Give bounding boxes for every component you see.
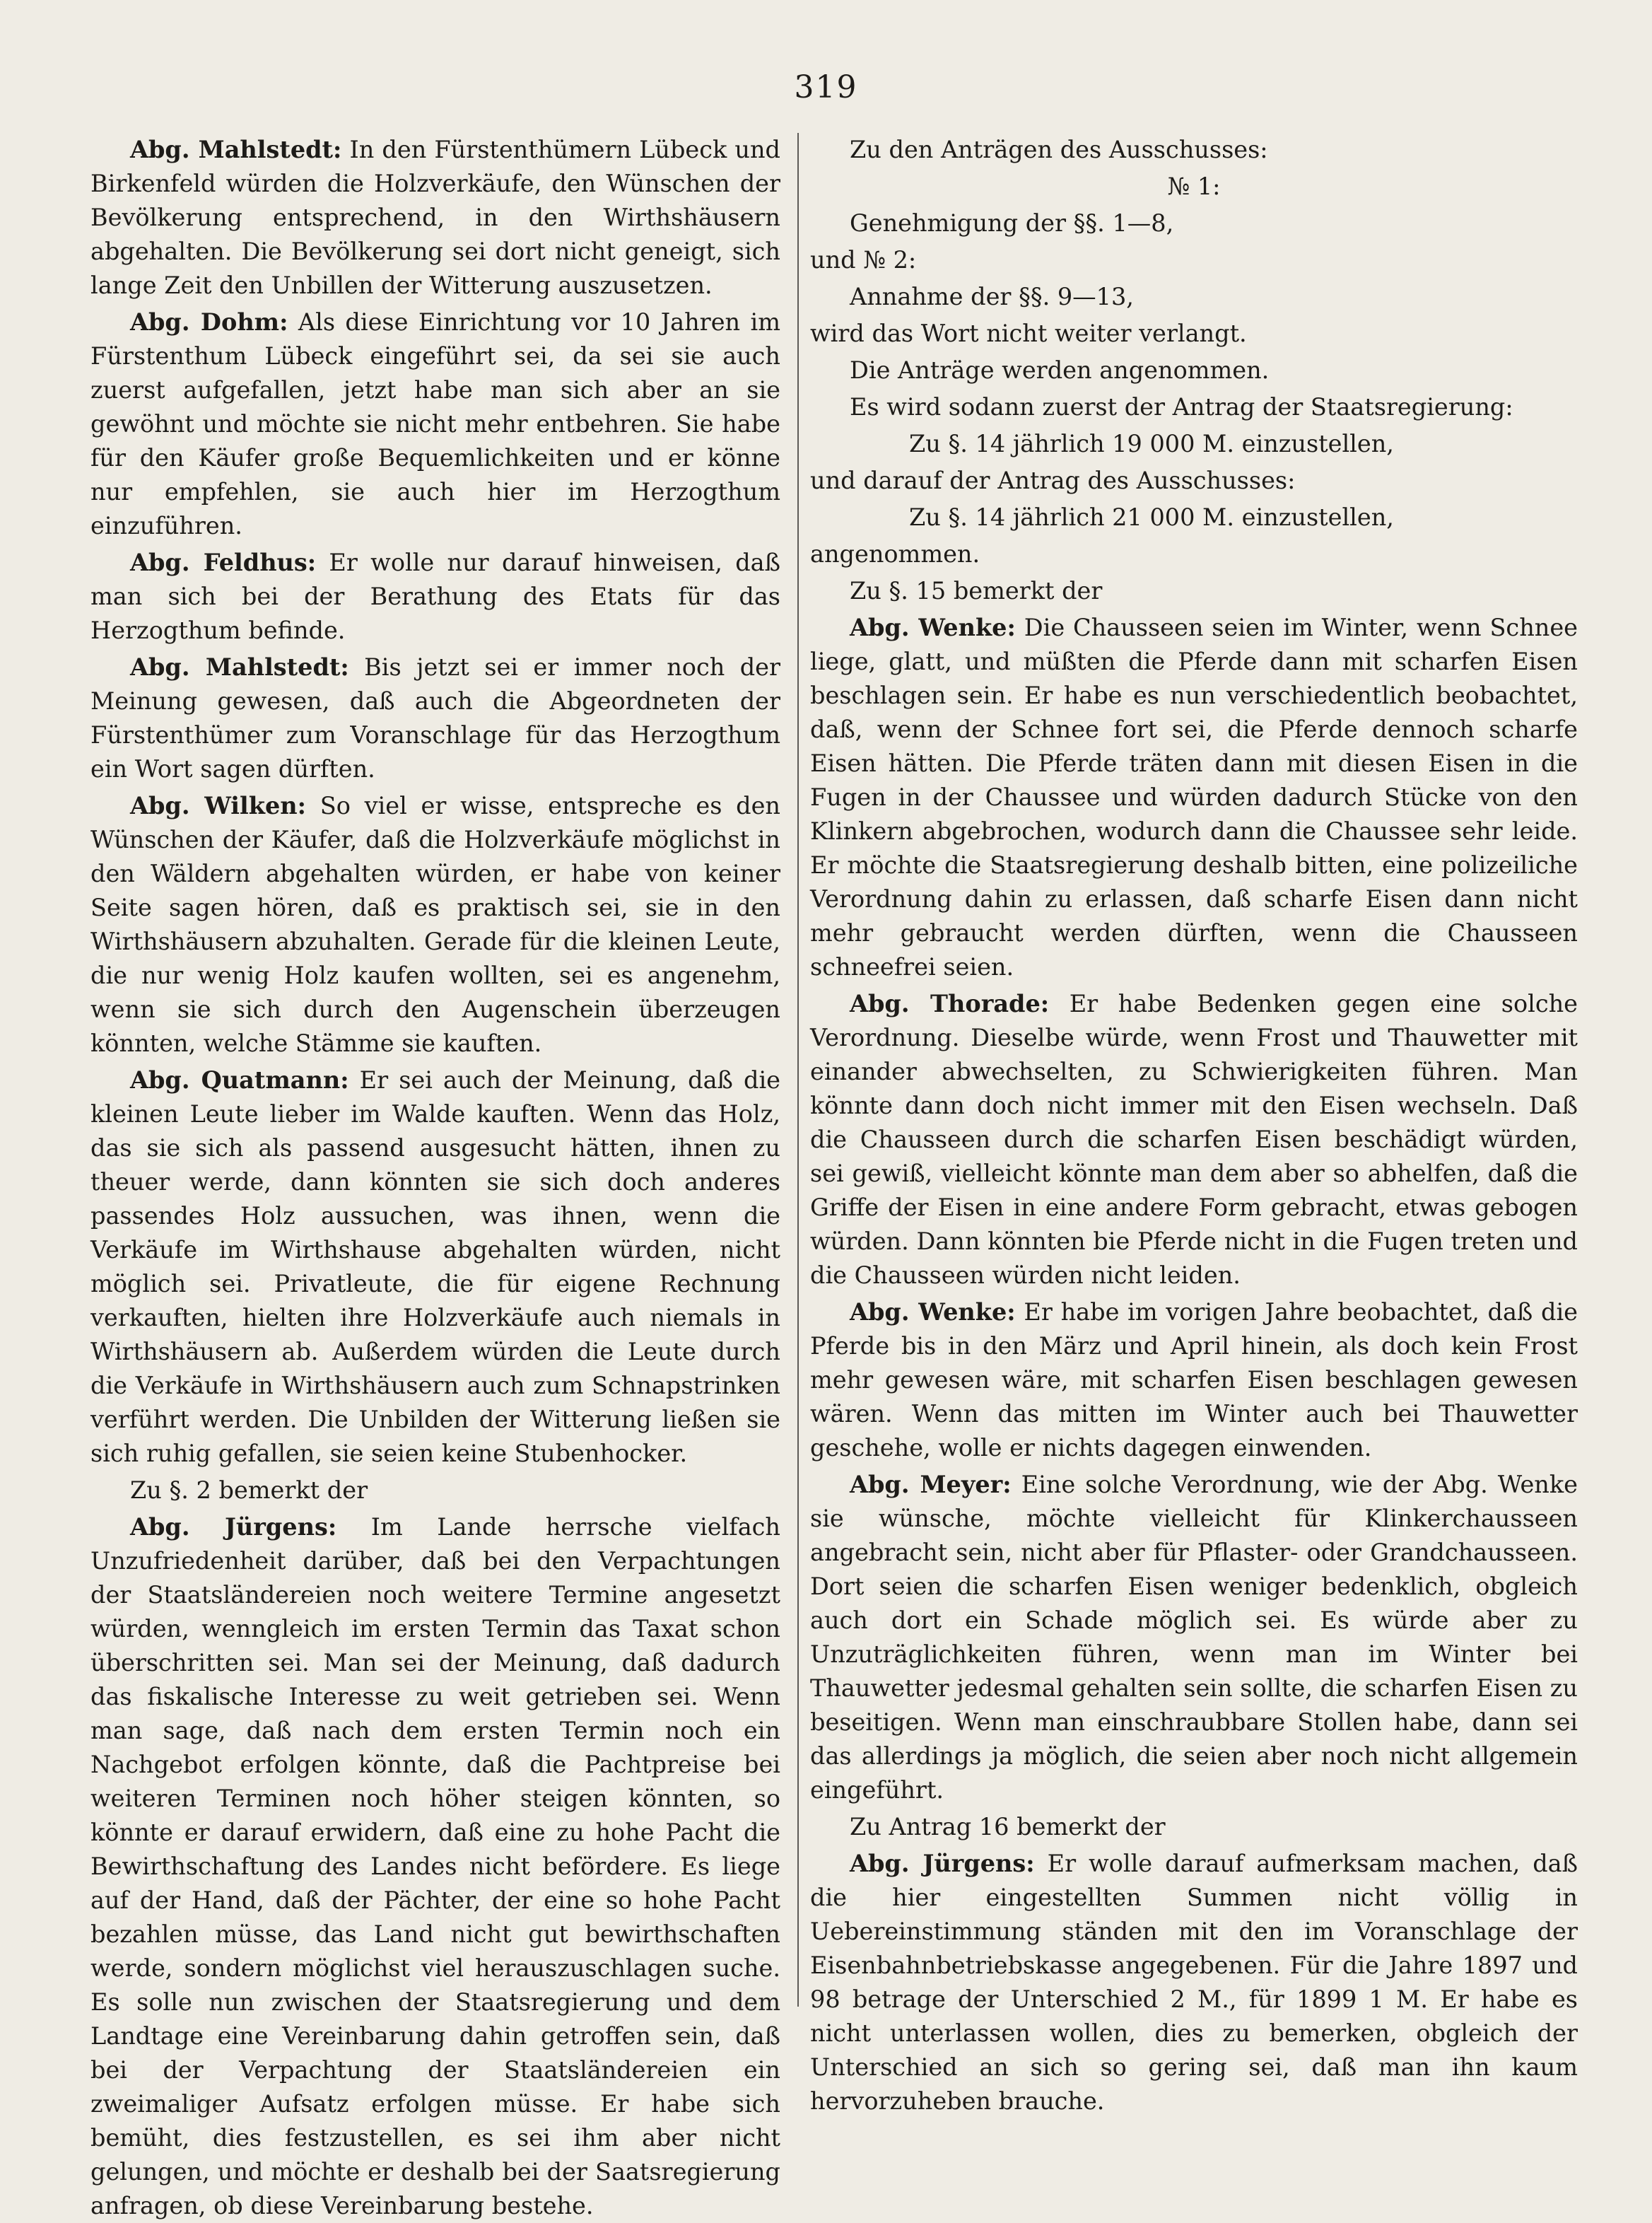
speech-text: Zu Antrag 16 bemerkt der bbox=[850, 1813, 1166, 1840]
item-2-label: und № 2: bbox=[810, 246, 917, 274]
speaker-name: Abg. Feldhus: bbox=[130, 549, 317, 576]
paragraph-juergens-1 bbox=[90, 1510, 780, 2223]
speech-text: So viel er wisse, entspreche es den Wünschen der Käufer, daß die Holzverkäufe möglichst in den Wäldern abgehalten würden, er habe von keiner Seite sagen hören, daß es praktisch sei, sie in den Wirthshäusern abzuhalten. Gerade für die kleinen Leute, die nur wenig Holz kaufen wollten, sei es angenehm, wenn sie sich durch den Augenschein überzeugen könnten, welche Stämme sie kauften. bbox=[90, 792, 780, 1057]
government-motion-line: Es wird sodann zuerst der Antrag der Staatsregierung: bbox=[850, 393, 1513, 421]
speech-text: Bis jetzt sei er immer noch der Meinung gewesen, daß auch die Abgeordneten der Fürstenthümer zum Voranschlage für das Herzogthum ein Wort sagen dürften. bbox=[90, 653, 780, 783]
paragraph-wilken bbox=[90, 789, 780, 1061]
speaker-name: Abg. Wenke: bbox=[850, 1298, 1016, 1326]
speaker-name: Abg. Quatmann: bbox=[130, 1066, 349, 1094]
speech-text: Er habe Bedenken gegen eine solche Verordnung. Dieselbe würde, wenn Frost und Thauwetter mit einander abwechselten, zu Schwierigkeiten führen. Man könnte dann doch nicht immer mit den Eisen wechseln. Daß die Chausseen durch die scharfen Eisen beschädigt würden, sei gewiß, vielleicht könnte man dem aber so abhelfen, daß die Griffe der Eisen in eine andere Form gebracht, etwas gebogen würden. Dann könnten bie Pferde nicht in die Fugen treten und die Chausseen würden nicht leiden. bbox=[810, 990, 1578, 1289]
speaker-name: Abg. Jürgens: bbox=[850, 1850, 1035, 1877]
committee-motion-line: und darauf der Antrag des Ausschusses: bbox=[810, 467, 1296, 494]
column-divider bbox=[797, 133, 799, 2007]
speech-text: In den Fürstenthümern Lübeck und Birkenfeld würden die Holzverkäufe, den Wünschen der Bevölkerung entsprechend, in den Wirthshäusern abgehalten. Die Bevölkerung sei dort nicht geneigt, sich lange Zeit den Unbillen der Witterung auszusetzen. bbox=[90, 136, 780, 299]
speech-text: Die Chausseen seien im Winter, wenn Schnee liege, glatt, und müßten die Pferde dann mit scharfen Eisen beschlagen sein. Er habe es nun verschiedentlich beobachtet, daß, wenn der Schnee fort sei, die Pferde dennoch scharfe Eisen hätten. Die Pferde träten dann mit diesen Eisen in die Fugen in der Chaussee und würden dadurch Stücke von den Klinkern abgebrochen, wodurch dann die Chaussee sehr leide. Er möchte die Staatsregierung deshalb bitten, eine polizeiliche Verordnung dahin zu erlassen, daß scharfe Eisen dann nicht mehr gebraucht werden dürften, wenn die Chausseen schneefrei seien. bbox=[810, 614, 1578, 981]
adopted-line: angenommen. bbox=[810, 540, 980, 568]
speaker-name: Abg. Wilken: bbox=[130, 792, 306, 819]
speaker-name: Abg. Mahlstedt: bbox=[130, 136, 342, 163]
committee-amount-line: Zu §. 14 jährlich 21 000 M. einzustellen, bbox=[909, 503, 1394, 531]
speaker-name: Abg. Dohm: bbox=[130, 308, 288, 336]
paragraph-quatmann bbox=[90, 1063, 780, 1471]
right-column bbox=[810, 133, 1578, 2118]
item-2-text: Annahme der §§. 9—13, bbox=[850, 283, 1134, 310]
speaker-name: Abg. Mahlstedt: bbox=[130, 653, 349, 681]
speech-text: Er sei auch der Meinung, daß die kleinen Leute lieber im Walde kauften. Wenn das Holz, das sie sich als passend ausgesucht hätten, ihnen zu theuer werde, dann könnten sie sich doch anderes passendes Holz aussuchen, was ihnen, wenn die Verkäufe im Wirthshause abgehalten würden, nicht möglich sei. Privatleute, die für eigene Rechnung verkauften, hielten ihre Holzverkäufe auch niemals in Wirthshäusern ab. Außerdem würden die Leute durch die Verkäufe in Wirthshäusern auch zum Schnapstrinken verführt werden. Die Unbilden der Witterung ließen sie sich ruhig gefallen, sie seien keine Stubenhocker. bbox=[90, 1066, 780, 1467]
left-column bbox=[90, 133, 780, 2223]
item-1-text: Genehmigung der §§. 1—8, bbox=[850, 209, 1174, 237]
speech-text: Eine solche Verordnung, wie der Abg. Wenke sie wünsche, möchte vielleicht für Klinkerchausseen angebracht sein, nicht aber für Pflaster- oder Grandchausseen. Dort seien die scharfen Eisen weniger bedenklich, obgleich auch dort ein Schade möglich sei. Es würde aber zu Unzuträglichkeiten führen, wenn man im Winter bei Thauwetter jedesmal gehalten sein sollte, die scharfen Eisen zu beseitigen. Wenn man einschraubbare Stollen habe, dann sei das allerdings ja möglich, die seien aber noch nicht allgemein eingeführt. bbox=[810, 1471, 1578, 1804]
page-number: 319 bbox=[794, 69, 858, 105]
speech-text: Als diese Einrichtung vor 10 Jahren im Fürstenthum Lübeck eingeführt sei, da sei sie auch zuerst aufgefallen, jetzt habe man sich aber an sie gewöhnt und möchte sie nicht mehr entbehren. Sie habe für den Käufer große Bequemlichkeiten und er könne nur empfehlen, sie auch hier im Herzogthum einzuführen. bbox=[90, 308, 780, 539]
government-amount-line: Zu §. 14 jährlich 19 000 M. einzustellen, bbox=[909, 430, 1394, 457]
section-note-zu-16 bbox=[810, 1810, 1578, 1844]
paragraph-dohm bbox=[90, 305, 780, 543]
speech-text: Zu §. 2 bemerkt der bbox=[130, 1476, 368, 1504]
paragraph-mahlstedt-2 bbox=[90, 650, 780, 786]
speech-text: Er habe im vorigen Jahre beobachtet, daß die Pferde bis in den März und April hinein, als doch kein Frost mehr gewesen wäre, mit scharfen Eisen beschlagen gewesen wären. Wenn das mitten im Winter auch bei Thauwetter geschehe, wolle er nichts dagegen einwenden. bbox=[810, 1298, 1578, 1461]
speaker-name: Abg. Wenke: bbox=[850, 614, 1016, 641]
paragraph-meyer bbox=[810, 1468, 1578, 1807]
item-1-label: № 1: bbox=[1167, 173, 1221, 200]
paragraph-wenke-1 bbox=[810, 611, 1578, 984]
paragraph-mahlstedt-1 bbox=[90, 133, 780, 303]
paragraph-thorade bbox=[810, 987, 1578, 1293]
accepted-line: Die Anträge werden angenommen. bbox=[850, 356, 1270, 384]
speech-text: Er wolle nur darauf hinweisen, daß man sich bei der Berathung des Etats für das Herzogthum befinde. bbox=[90, 549, 780, 644]
paragraph-feldhus bbox=[90, 546, 780, 648]
no-further-word-line: wird das Wort nicht weiter verlangt. bbox=[810, 320, 1247, 347]
section-note-zu-2 bbox=[90, 1474, 780, 1507]
speaker-name: Abg. Jürgens: bbox=[130, 1513, 337, 1541]
paragraph-wenke-2 bbox=[810, 1295, 1578, 1465]
speaker-name: Abg. Meyer: bbox=[850, 1471, 1012, 1498]
speech-text: Er wolle darauf aufmerksam machen, daß die hier eingestellten Summen nicht völlig in Uebereinstimmung ständen mit den im Voranschlage der Eisenbahnbetriebskasse angegebenen. Für die Jahre 1897 und 98 betrage der Unterschied 2 M., für 1899 1 M. Er habe es nicht unterlassen wollen, dies zu bemerken, obgleich der Unterschied an sich so gering sei, daß man ihn kaum hervorzuheben brauche. bbox=[810, 1850, 1578, 2115]
speech-text: Im Lande herrsche vielfach Unzufriedenheit darüber, daß bei den Verpachtungen der Staatsländereien noch weitere Termine angesetzt würden, wenngleich im ersten Termin das Taxat schon überschritten sei. Man sei der Meinung, daß dadurch das fiskalische Interesse zu weit getrieben sei. Wenn man sage, daß nach dem ersten Termin noch ein Nachgebot erfolgen könnte, daß die Pachtpreise bei weiteren Terminen noch höher steigen könnten, so könnte er darauf erwidern, daß eine zu hohe Pacht die Bewirthschaftung des Landes nicht befördere. Es liege auf der Hand, daß der Pächter, der eine so hohe Pacht bezahlen müsse, das Land nicht gut bewirthschaften werde, sondern möglichst viel herauszuschlagen suche. Es solle nun zwischen der Staatsregierung und dem Landtage eine Vereinbarung dahin getroffen sein, daß bei der Verpachtung der Staatsländereien ein zweimaliger Aufsatz erfolgen müsse. Er habe sich bemüht, dies festzustellen, es sei ihm aber nicht gelungen, und möchte er deshalb bei der Saatsregierung anfragen, ob diese Vereinbarung bestehe. bbox=[90, 1513, 781, 2219]
section-note-zu-15: Zu §. 15 bemerkt der bbox=[850, 577, 1103, 605]
speaker-name: Abg. Thorade: bbox=[850, 990, 1050, 1017]
paragraph-juergens-2 bbox=[810, 1847, 1578, 2118]
intro-line: Zu den Anträgen des Ausschusses: bbox=[850, 136, 1268, 163]
